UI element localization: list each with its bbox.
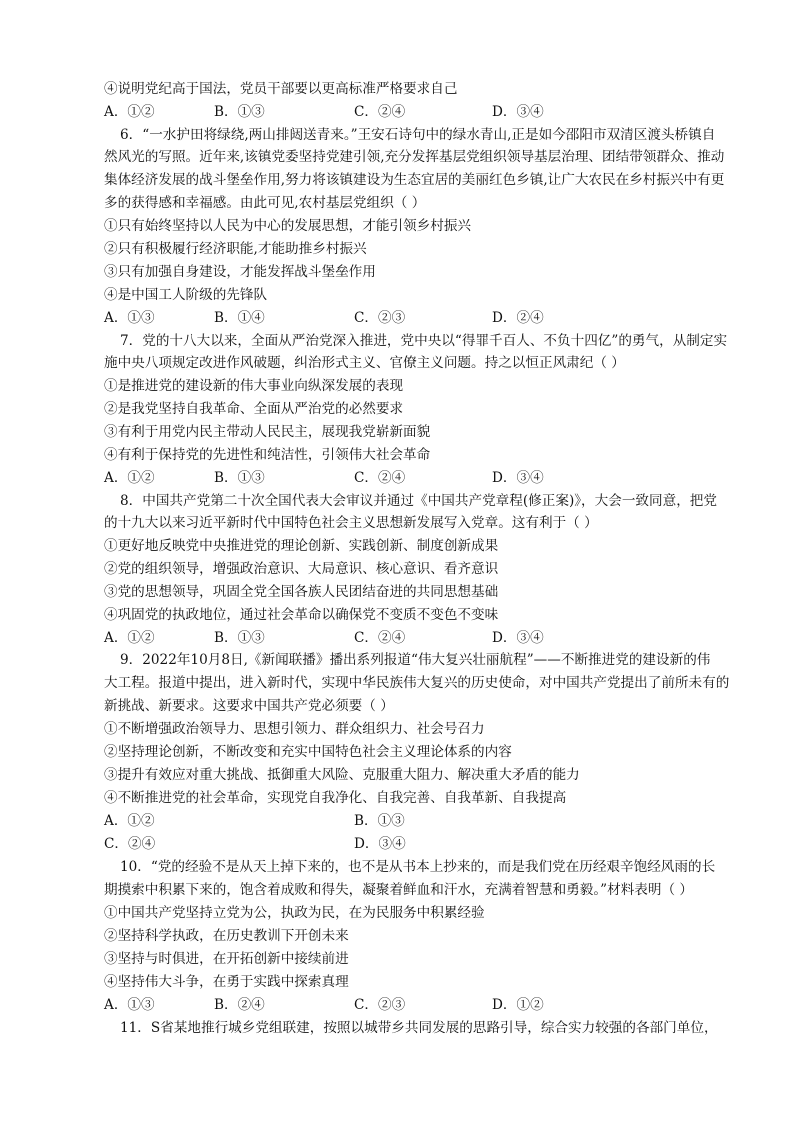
q6-option-3: ③只有加强自身建设，才能发挥战斗堡垒作用 [104, 264, 376, 280]
q9-answer-a: A．①② [104, 813, 155, 829]
q10-answer-a: A．①③ [104, 997, 155, 1013]
q7-option-1: ①是推进党的建设新的伟大事业向纵深发展的表现 [104, 378, 404, 394]
q7-option-4: ④有利于保持党的先进性和纯洁性，引领伟大社会革命 [104, 447, 431, 463]
q8-answer-b: B．①③ [214, 630, 265, 646]
q7-answer-a: A．①② [104, 470, 155, 486]
q5-option-4: ④说明党纪高于国法，党员干部要以更高标准严格要求自己 [104, 81, 458, 97]
q8-option-2: ②党的组织领导，增强政治意识、大局意识、核心意识、看齐意识 [104, 561, 499, 577]
q7-answer-c: C．②④ [354, 470, 406, 486]
q6-option-1: ①只有始终坚持以人民为中心的发展思想，才能引领乡村振兴 [104, 218, 472, 234]
q10-option-3: ③坚持与时俱进，在开拓创新中接续前进 [104, 951, 349, 967]
q6-answer-a: A．①③ [104, 310, 155, 326]
q7-answer-b: B．①③ [214, 470, 265, 486]
q6-stem-line-2: 然风光的写照。近年来,该镇党委坚持党建引领,充分发挥基层党组织领导基层治理、团结带领群众、推动 [104, 149, 725, 165]
q8-option-4: ④巩固党的执政地位，通过社会革命以确保党不变质不变色不变味 [104, 607, 499, 623]
q9-option-3: ③提升有效应对重大挑战、抵御重大风险、克服重大阻力、解决重大矛盾的能力 [104, 767, 580, 783]
q8-stem-line-1: 8．中国共产党第二十次全国代表大会审议并通过《中国共产党章程(修正案)》，大会一致同意，把党 [120, 493, 717, 509]
q6-stem-line-4: 多的获得感和幸福感。由此可见,农村基层党组织（ ） [104, 195, 426, 211]
q8-stem-line-2: 的十九大以来习近平新时代中国特色社会主义思想新发展写入党章。这有利于（ ） [104, 515, 598, 531]
q9-stem-line-2: 大工程。报道中提出，进入新时代，实现中华民族伟大复兴的历史使命，对中国共产党提出了前所未有的 [104, 675, 730, 691]
q7-option-3: ③有利于用党内民主带动人民民主，展现我党崭新面貌 [104, 424, 431, 440]
q5-answer-b: B．①③ [214, 104, 265, 120]
q8-answer-a: A．①② [104, 630, 155, 646]
q7-stem-line-2: 施中央八项规定改进作风破题，纠治形式主义、官僚主义问题。持之以恒正风肃纪（ ） [104, 355, 625, 371]
q10-answer-c: C．②③ [354, 997, 406, 1013]
q7-answer-d: D．③④ [492, 470, 544, 486]
q8-answer-d: D．③④ [492, 630, 544, 646]
q10-option-1: ①中国共产党坚持立党为公，执政为民，在为民服务中积累经验 [104, 905, 485, 921]
q9-option-1: ①不断增强政治领导力、思想引领力、群众组织力、社会号召力 [104, 721, 485, 737]
q9-stem-line-3: 新挑战、新要求。这要求中国共产党必须要（ ） [104, 698, 394, 714]
q6-stem-line-1: 6．“一水护田将绿绕,两山排闼送青来。”王安石诗句中的绿水青山,正是如今邵阳市双清区渡头桥镇自 [120, 127, 716, 143]
q10-option-2: ②坚持科学执政，在历史教训下开创未来 [104, 928, 349, 944]
q5-answer-a: A．①② [104, 104, 155, 120]
q9-option-2: ②坚持理论创新，不断改变和充实中国特色社会主义理论体系的内容 [104, 744, 512, 760]
q9-stem-line-1: 9．2022年10月8日,《新闻联播》播出系列报道“伟大复兴壮丽航程”——不断推进党的建设新的伟 [120, 652, 711, 668]
q5-answer-d: D．③④ [492, 104, 544, 120]
q8-answer-c: C．②④ [354, 630, 406, 646]
q7-stem-line-1: 7．党的十八大以来，全面从严治党深入推进，党中央以“得罪千百人、不负十四亿”的勇气，从制定实 [120, 333, 728, 349]
q6-stem-line-3: 集体经济发展的战斗堡垒作用,努力将该镇建设为生态宜居的美丽红色乡镇,让广大农民在乡村振兴中有更 [104, 172, 725, 188]
q10-answer-d: D．①② [492, 997, 544, 1013]
q9-answer-d: D．③④ [354, 836, 406, 852]
q10-stem-line-1: 10．“党的经验不是从天上掉下来的，也不是从书本上抄来的，而是我们党在历经艰辛饱经风雨的长 [120, 859, 716, 875]
q6-answer-c: C．②③ [354, 310, 406, 326]
q9-option-4: ④不断推进党的社会革命，实现党自我净化、自我完善、自我革新、自我提高 [104, 790, 567, 806]
q6-option-4: ④是中国工人阶级的先锋队 [104, 287, 268, 303]
q5-answer-c: C．②④ [354, 104, 406, 120]
q10-answer-b: B．②④ [214, 997, 265, 1013]
q8-option-3: ③党的思想领导，巩固全党全国各族人民团结奋进的共同思想基础 [104, 584, 499, 600]
q8-option-1: ①更好地反映党中央推进党的理论创新、实践创新、制度创新成果 [104, 538, 499, 554]
q6-option-2: ②只有积极履行经济职能,才能助推乡村振兴 [104, 241, 367, 257]
q11-stem-line-1: 11．S省某地推行城乡党组联建，按照以城带乡共同发展的思路引导，综合实力较强的各部门单位， [120, 1020, 718, 1036]
q7-option-2: ②是我党坚持自我革命、全面从严治党的必然要求 [104, 401, 404, 417]
q10-stem-line-2: 期摸索中积累下来的，饱含着成败和得失，凝聚着鲜血和汗水，充满着智慧和勇毅。”材料表明（ ） [104, 882, 693, 898]
q6-answer-b: B．①④ [214, 310, 265, 326]
q10-option-4: ④坚持伟大斗争，在勇于实践中探索真理 [104, 974, 349, 990]
q9-answer-c: C．②④ [104, 836, 156, 852]
q9-answer-b: B．①③ [354, 813, 405, 829]
q6-answer-d: D．②④ [492, 310, 544, 326]
